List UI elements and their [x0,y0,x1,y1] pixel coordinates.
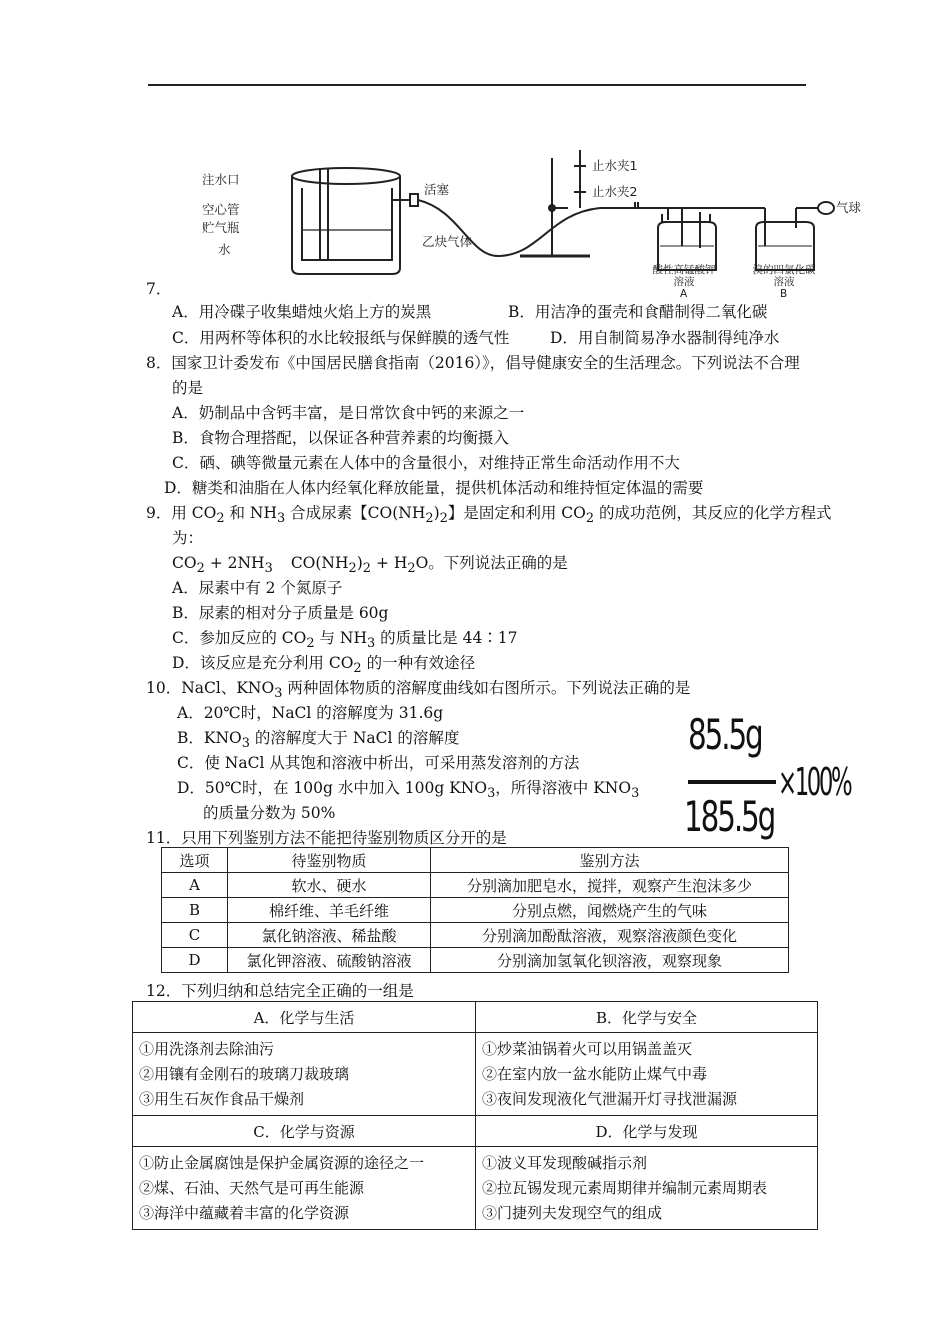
apparatus-diagram [170,128,870,298]
q10-stem: 10．NaCl、$KNO_3$ 两种固体物质的溶解度曲线如右图所示。下列说法正确的是 [146,679,691,702]
list-item: ②用镶有金刚石的玻璃刀裁玻璃 [139,1064,350,1083]
header-method: 鉴别方法 [431,848,789,873]
label-balloon: 气球 [836,200,862,215]
table-row [162,873,789,898]
cell-substances: 氯化钠溶液、稀盐酸 [228,923,431,948]
q7-option-a: A．用冷碟子收集蜡烛火焰上方的炭黑 [172,303,432,321]
cell-method: 分别滴加酚酞溶液，观察溶液颜色变化 [431,923,789,948]
cell-b-body [476,1033,818,1116]
list-item: ②拉瓦锡发现元素周期律并编制元素周期表 [482,1178,768,1197]
list-item: ③门捷列夫发现空气的组成 [482,1203,663,1222]
fraction-numerator: 85.5g [688,710,762,759]
list-item: ①用洗涤剂去除油污 [139,1039,275,1058]
label-hollow-tube: 空心管 [202,202,240,217]
q11-stem: 11．只用下列鉴别方法不能把待鉴别物质区分开的是 [146,829,507,847]
cell-b-title: B．化学与安全 [476,1002,818,1033]
q8-stem-line1: 8．国家卫计委发布《中国居民膳食指南（2016）》，倡导健康安全的生活理念。下列说法不合理 [146,354,800,372]
q9-option-b: B．尿素的相对分子质量是 60g [172,604,389,622]
q9-equation: $CO_2 + 2NH_3$ $CO(NH_2)_2 + H_2O$。下列说法正确的是 [172,554,568,577]
cell-option: A [162,873,228,898]
list-item: ③海洋中蕴藏着丰富的化学资源 [139,1203,350,1222]
label-bottle-a-letter: A [680,288,688,300]
list-item: ③用生石灰作食品干燥剂 [139,1089,305,1108]
cell-substances: 棉纤维、羊毛纤维 [228,898,431,923]
list-item: ②煤、石油、天然气是可再生能源 [139,1178,365,1197]
label-bottle-a: 酸性高锰酸钾溶液 [652,264,716,288]
q8-option-a: A．奶制品中含钙丰富，是日常饮食中钙的来源之一 [172,404,525,422]
list-item: ①波义耳发现酸碱指示剂 [482,1153,648,1172]
q8-stem-line2: 的是 [172,379,204,397]
q9-option-a: A．尿素中有 2 个氮原子 [172,579,343,597]
list-item: ①炒菜油锅着火可以用锅盖盖灭 [482,1039,693,1058]
label-ethyne: 乙炔气体 [422,234,473,249]
fraction-bar [688,780,776,784]
q8-option-b: B．食物合理搭配，以保证各种营养素的均衡摄入 [172,429,509,447]
cell-a-body [133,1033,476,1116]
header-option: 选项 [162,848,228,873]
q9-stem-line1: 9．用 $CO_2$ 和 $NH_3$ 合成尿素【$CO(NH_2)_2$】是固定和利用 $CO_2$ 的成功范例，其反应的化学方程式 [146,504,832,527]
cell-method: 分别滴加肥皂水，搅拌，观察产生泡沫多少 [431,873,789,898]
q7-number: 7． [146,280,172,298]
label-stopcock: 活塞 [424,182,450,197]
cell-option: B [162,898,228,923]
q9-stem-line2: 为： [172,529,204,547]
table-row [162,923,789,948]
list-item: ①防止金属腐蚀是保护金属资源的途径之一 [139,1153,425,1172]
q8-option-c: C．硒、碘等微量元素在人体中的含量很小，对维持正常生命活动作用不大 [172,454,680,472]
q9-option-d: D．该反应是充分利用 $CO_2$ 的一种有效途径 [172,654,476,677]
table-row [133,1002,818,1033]
cell-c-title: C．化学与资源 [133,1116,476,1147]
table-header-row [162,848,789,873]
q7-option-d: D．用自制简易净水器制得纯净水 [550,329,780,347]
label-clamp2: 止水夹2 [592,184,638,199]
table-row [162,898,789,923]
fraction-denominator: 185.5g [684,792,775,841]
q11-table [161,847,789,973]
fraction-overlay [684,706,864,856]
label-water: 水 [218,242,231,257]
q8-option-d: D．糖类和油脂在人体内经氧化释放能量，提供机体活动和维持恒定体温的需要 [164,479,704,497]
q12-table [132,1001,818,1230]
q10-option-b: B．$KNO_3$ 的溶解度大于 NaCl 的溶解度 [177,729,460,752]
list-item: ②在室内放一盆水能防止煤气中毒 [482,1064,708,1083]
q10-option-d: D．50℃时，在 100g 水中加入 100g $KNO_3$，所得溶液中 $KNO_3$ [177,779,640,802]
cell-option: C [162,923,228,948]
table-row [162,948,789,973]
table-row [133,1033,818,1116]
q9-option-c: C．参加反应的 $CO_2$ 与 $NH_3$ 的质量比是 44∶17 [172,629,518,652]
label-gas-bottle: 贮气瓶 [202,220,240,235]
cell-d-title: D．化学与发现 [476,1116,818,1147]
cell-substances: 软水、硬水 [228,873,431,898]
cell-method: 分别滴加氢氧化钡溶液，观察现象 [431,948,789,973]
q7-option-b: B．用洁净的蛋壳和食醋制得二氧化碳 [508,303,768,321]
cell-d-body [476,1147,818,1230]
table-row [133,1147,818,1230]
q10-option-d-line2: 的质量分数为 50% [203,804,336,822]
cell-method: 分别点燃，闻燃烧产生的气味 [431,898,789,923]
cell-option: D [162,948,228,973]
cell-c-body [133,1147,476,1230]
cell-a-title: A．化学与生活 [133,1002,476,1033]
q10-option-c: C．使 NaCl 从其饱和溶液中析出，可采用蒸发溶剂的方法 [177,754,580,772]
top-rule [148,84,806,86]
label-inlet: 注水口 [202,172,240,187]
cell-substances: 氯化钾溶液、硫酸钠溶液 [228,948,431,973]
list-item: ③夜间发现液化气泄漏开灯寻找泄漏源 [482,1089,738,1108]
q7-option-c: C．用两杯等体积的水比较报纸与保鲜膜的透气性 [172,329,510,347]
q10-option-a: A．20℃时，NaCl 的溶解度为 31.6g [177,704,444,722]
q12-stem: 12．下列归纳和总结完全正确的一组是 [146,982,414,1000]
label-bottle-b: 溴的四氯化碳溶液 [752,264,816,288]
label-clamp1: 止水夹1 [592,158,638,173]
header-substances: 待鉴别物质 [228,848,431,873]
fraction-suffix: ×100% [778,760,851,804]
label-bottle-b-letter: B [780,288,788,300]
table-row [133,1116,818,1147]
